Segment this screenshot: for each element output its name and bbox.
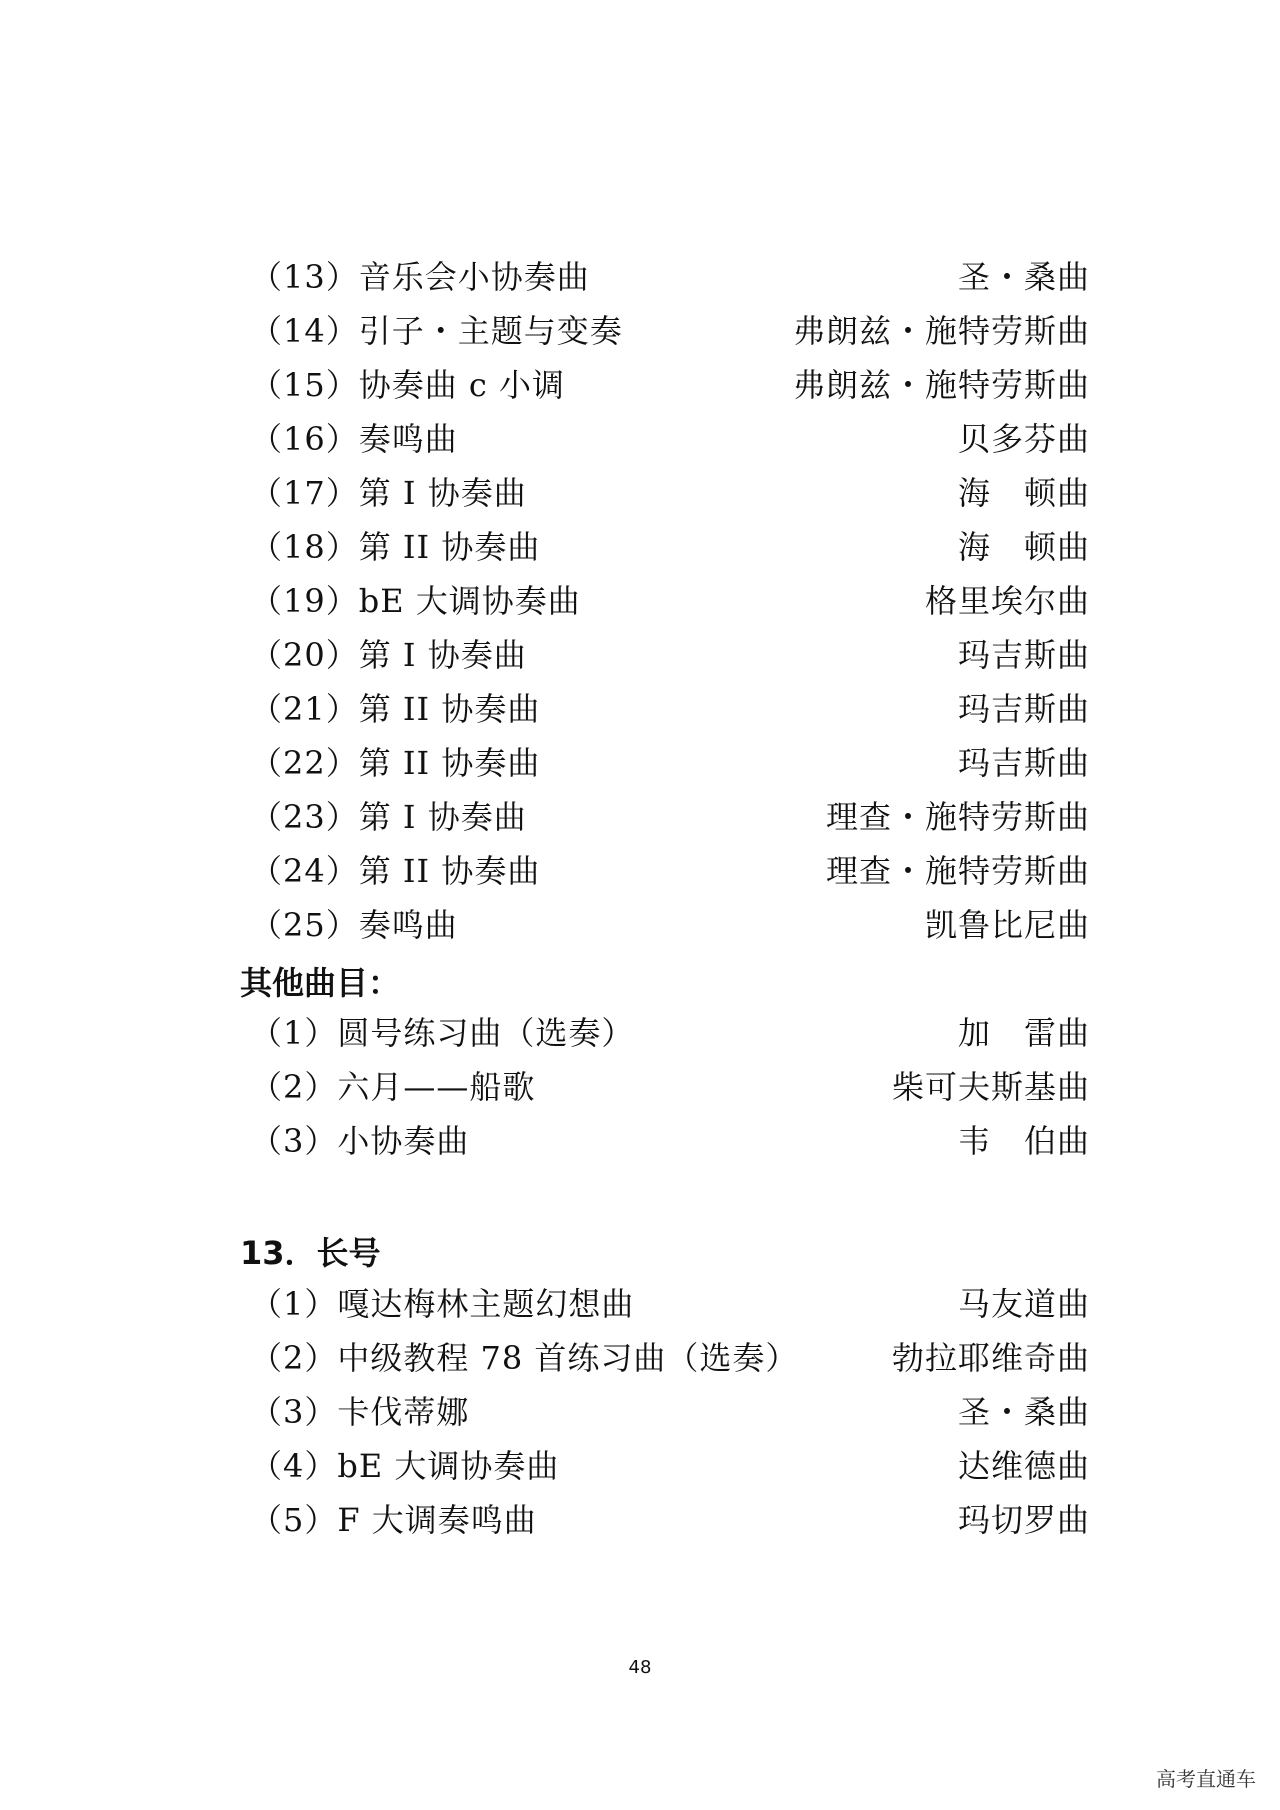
list-item [250, 1275, 1090, 1329]
composer: 玛吉斯曲 [957, 636, 1090, 674]
list-item [250, 626, 1090, 680]
list-item [250, 842, 1090, 896]
list-item [250, 1383, 1090, 1437]
composer: 格里埃尔曲 [924, 582, 1090, 620]
piece-title: （22）第 II 协奏曲 [250, 744, 541, 782]
composer: 勃拉耶维奇曲 [891, 1339, 1090, 1377]
composer: 玛切罗曲 [957, 1501, 1090, 1539]
piece-title: （13）音乐会小协奏曲 [250, 258, 590, 296]
piece-title: （16）奏鸣曲 [250, 420, 458, 458]
list-item [250, 410, 1090, 464]
piece-title: （20）第 I 协奏曲 [250, 636, 527, 674]
composer: 韦 伯曲 [957, 1122, 1090, 1160]
list-item [250, 302, 1090, 356]
composer: 达维德曲 [957, 1447, 1090, 1485]
composer: 马友道曲 [957, 1285, 1090, 1323]
list-item [250, 518, 1090, 572]
piece-title: （1）嘎达梅林主题幻想曲 [250, 1285, 635, 1323]
piece-title: （24）第 II 协奏曲 [250, 852, 541, 890]
list-item [250, 572, 1090, 626]
list-item [250, 1329, 1090, 1383]
section-heading-trombone: 13．长号 [240, 1234, 381, 1272]
list-item [250, 788, 1090, 842]
list-item [250, 1058, 1090, 1112]
list-item [250, 1112, 1090, 1166]
list-item [250, 896, 1090, 950]
piece-title: （19）bE 大调协奏曲 [250, 582, 581, 620]
composer: 弗朗兹・施特劳斯曲 [792, 312, 1090, 350]
piece-title: （2）六月——船歌 [250, 1068, 536, 1106]
composer: 海 顿曲 [957, 474, 1090, 512]
piece-title: （15）协奏曲 c 小调 [250, 366, 565, 404]
composer: 贝多芬曲 [957, 420, 1090, 458]
piece-title: （2）中级教程 78 首练习曲（选奏） [250, 1339, 799, 1377]
composer: 海 顿曲 [957, 528, 1090, 566]
piece-title: （23）第 I 协奏曲 [250, 798, 527, 836]
composer: 理查・施特劳斯曲 [825, 852, 1090, 890]
list-item [250, 1491, 1090, 1545]
composer: 玛吉斯曲 [957, 690, 1090, 728]
composer: 加 雷曲 [957, 1014, 1090, 1052]
piece-title: （1）圆号练习曲（选奏） [250, 1014, 635, 1052]
piece-title: （5）F 大调奏鸣曲 [250, 1501, 537, 1539]
piece-title: （21）第 II 协奏曲 [250, 690, 541, 728]
section-heading-other: 其他曲目： [240, 964, 401, 1002]
list-item [250, 464, 1090, 518]
composer: 弗朗兹・施特劳斯曲 [792, 366, 1090, 404]
composer: 圣・桑曲 [957, 1393, 1090, 1431]
list-item [250, 356, 1090, 410]
list-item [250, 1004, 1090, 1058]
piece-title: （25）奏鸣曲 [250, 906, 458, 944]
list-item [250, 1437, 1090, 1491]
list-item [250, 734, 1090, 788]
piece-title: （4）bE 大调协奏曲 [250, 1447, 560, 1485]
piece-title: （3）小协奏曲 [250, 1122, 470, 1160]
composer: 凯鲁比尼曲 [924, 906, 1090, 944]
composer: 理查・施特劳斯曲 [825, 798, 1090, 836]
list-item [250, 680, 1090, 734]
page-number: 48 [628, 1657, 652, 1678]
composer: 玛吉斯曲 [957, 744, 1090, 782]
list-item [250, 248, 1090, 302]
composer: 圣・桑曲 [957, 258, 1090, 296]
piece-title: （14）引子・主题与变奏 [250, 312, 623, 350]
piece-title: （3）卡伐蒂娜 [250, 1393, 470, 1431]
piece-title: （18）第 II 协奏曲 [250, 528, 541, 566]
watermark: 高考直通车 [1156, 1767, 1256, 1791]
piece-title: （17）第 I 协奏曲 [250, 474, 527, 512]
composer: 柴可夫斯基曲 [891, 1068, 1090, 1106]
